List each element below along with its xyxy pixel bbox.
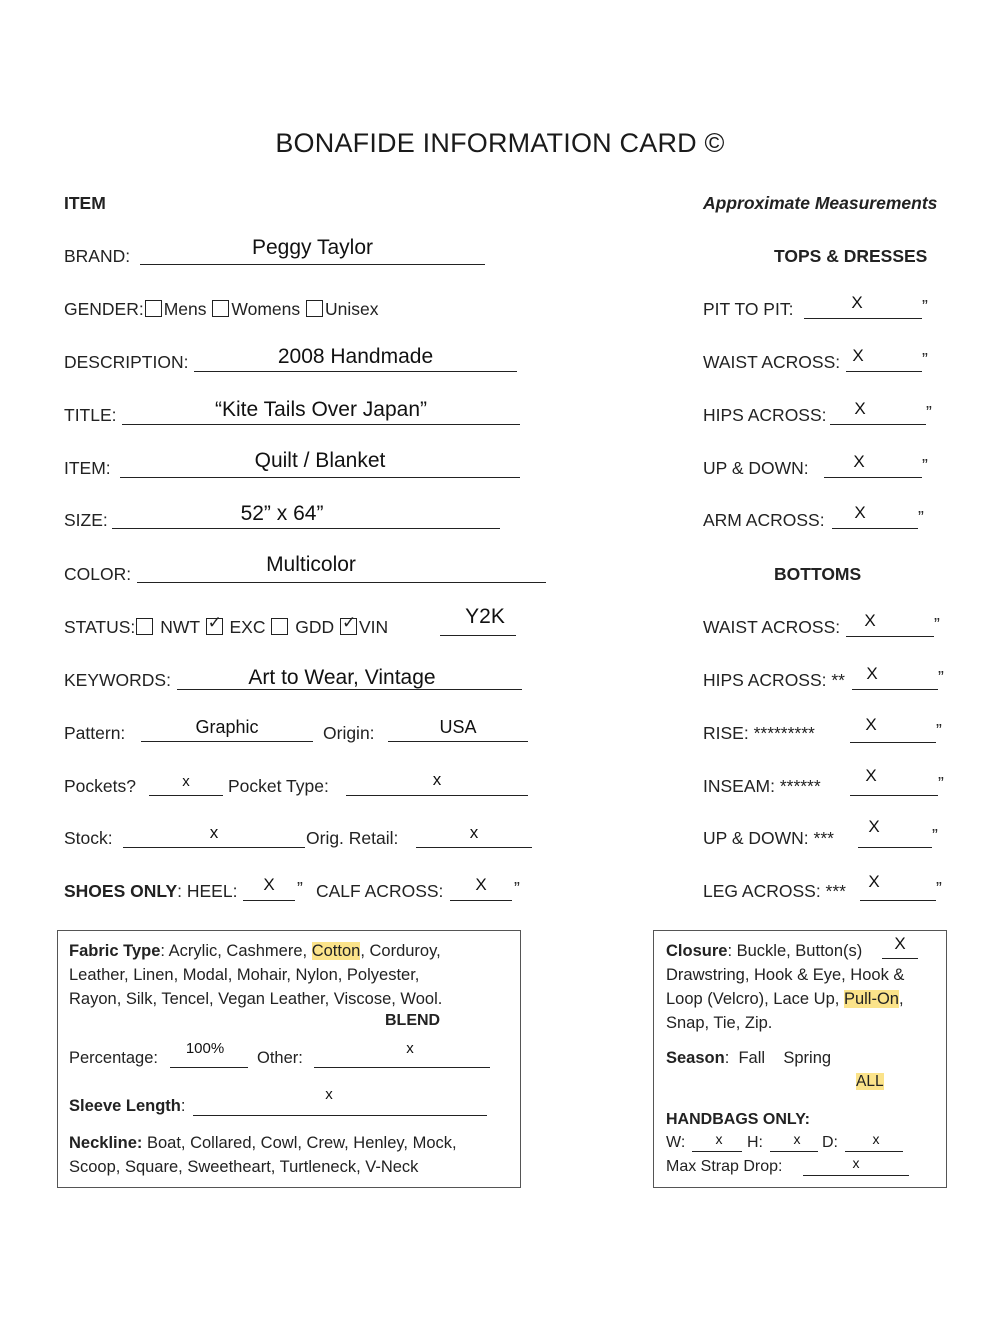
shoes-row xyxy=(64,881,237,902)
calf-inch: ” xyxy=(514,878,520,898)
fabric-type-text xyxy=(69,939,442,1011)
keywords-value[interactable]: Art to Wear, Vintage xyxy=(248,666,436,689)
tops-pit-inch: ” xyxy=(922,296,928,316)
gender-mens-label: Mens xyxy=(163,299,207,319)
status-row xyxy=(64,617,388,638)
calf-label: CALF ACROSS: xyxy=(316,881,444,901)
keywords-label: KEYWORDS: xyxy=(64,670,171,690)
bottoms-leg-inch: ” xyxy=(936,878,942,898)
tops-pit-value[interactable]: X xyxy=(851,293,863,312)
sleeve-length-label: Sleeve Length xyxy=(69,1097,181,1115)
status-vin-checkbox[interactable] xyxy=(340,618,357,635)
sleeve-row xyxy=(69,1097,185,1116)
pattern-label: Pattern: xyxy=(64,723,126,743)
closure-options-a: : Buckle, Button(s) xyxy=(727,942,863,960)
bottoms-rise-inch: ” xyxy=(936,720,942,740)
tops-arm-inch: ” xyxy=(918,507,924,527)
bottoms-updown-inch: ” xyxy=(932,825,938,845)
neckline-options-a: Boat, Collared, Cowl, Crew, Henley, Mock, xyxy=(142,1134,457,1152)
bottoms-leg-line xyxy=(860,900,936,901)
neckline-label: Neckline: xyxy=(69,1134,143,1152)
tops-updown-value[interactable]: X xyxy=(853,452,865,471)
closure-line-3 xyxy=(666,987,904,1011)
closure-value[interactable]: X xyxy=(894,934,906,953)
strap-drop-line xyxy=(803,1175,909,1176)
size-value[interactable]: 52” x 64” xyxy=(240,502,324,525)
tops-hips-value[interactable]: X xyxy=(854,399,866,418)
calf-line xyxy=(450,900,512,901)
handbag-w-value[interactable]: x xyxy=(715,1131,723,1147)
brand-label: BRAND: xyxy=(64,246,131,266)
pocket-type-label: Pocket Type: xyxy=(228,776,329,796)
bottoms-hips-value[interactable]: X xyxy=(866,664,878,683)
color-value[interactable]: Multicolor xyxy=(266,553,356,576)
bottoms-inseam-line xyxy=(850,795,938,796)
title-value[interactable]: “Kite Tails Over Japan” xyxy=(214,398,428,421)
pockets-line xyxy=(149,795,223,796)
bottoms-waist-inch: ” xyxy=(934,614,940,634)
status-line xyxy=(440,635,516,636)
size-label: SIZE: xyxy=(64,510,108,530)
season-all-highlight: ALL xyxy=(856,1073,884,1090)
bottoms-inseam-inch: ” xyxy=(938,773,944,793)
pocket-type-value[interactable]: x xyxy=(432,770,442,789)
brand-line xyxy=(140,264,485,265)
season-row xyxy=(666,1049,831,1068)
tops-hips-inch: ” xyxy=(926,402,932,422)
calf-value[interactable]: X xyxy=(475,875,487,894)
pocket-type-line xyxy=(346,795,528,796)
item-value[interactable]: Quilt / Blanket xyxy=(254,449,386,472)
bottoms-rise-line xyxy=(850,742,936,743)
fabric-options-b: , Corduroy, xyxy=(360,942,441,960)
sleeve-colon: : xyxy=(180,1097,186,1115)
color-line xyxy=(137,582,546,583)
bottoms-leg-value[interactable]: X xyxy=(868,872,880,891)
origin-line xyxy=(388,741,528,742)
bottoms-inseam-value[interactable]: X xyxy=(865,766,877,785)
stock-line xyxy=(123,847,305,848)
bottoms-hips-line xyxy=(852,689,938,690)
season-options: : Fall Spring xyxy=(724,1049,832,1067)
gender-womens-label: Womens xyxy=(231,299,301,319)
neckline-line-1 xyxy=(69,1131,457,1155)
fabric-line-3: Rayon, Silk, Tencel, Vegan Leather, Viscose, Wool. xyxy=(69,990,443,1008)
season-value[interactable] xyxy=(856,1073,884,1091)
tops-hips-line xyxy=(830,424,926,425)
handbag-h-value[interactable]: x xyxy=(793,1131,801,1147)
gender-unisex-label: Unisex xyxy=(325,299,379,319)
closure-line-4: Snap, Tie, Zip. xyxy=(666,1014,773,1032)
status-exc-checkbox[interactable] xyxy=(206,618,223,635)
strap-drop-value[interactable]: x xyxy=(852,1155,860,1171)
season-label: Season xyxy=(666,1049,725,1067)
item-label: ITEM: xyxy=(64,458,111,478)
gender-mens-checkbox[interactable] xyxy=(145,300,162,317)
gender-row xyxy=(64,299,379,320)
pockets-value[interactable]: x xyxy=(182,773,190,790)
heel-label: : HEEL: xyxy=(177,881,238,901)
handbag-h-line xyxy=(770,1151,818,1152)
bottoms-waist-label: WAIST ACROSS: xyxy=(703,617,841,637)
handbag-w-label: W: xyxy=(666,1134,686,1151)
origin-label: Origin: xyxy=(323,723,375,743)
fabric-line-2: Leather, Linen, Modal, Mohair, Nylon, Polyester, xyxy=(69,966,420,984)
closure-line-1 xyxy=(666,939,904,963)
handbag-d-label: D: xyxy=(822,1134,838,1151)
bottoms-updown-value[interactable]: X xyxy=(868,817,880,836)
handbags-label: HANDBAGS ONLY: xyxy=(666,1111,811,1128)
tops-pit-label: PIT TO PIT: xyxy=(703,299,794,319)
status-vin-label: VIN xyxy=(358,617,389,637)
other-value[interactable]: x xyxy=(406,1040,414,1057)
item-line xyxy=(120,477,520,478)
description-value[interactable]: 2008 Handmade xyxy=(277,345,434,368)
status-value[interactable]: Y2K xyxy=(465,605,505,628)
item-header: ITEM xyxy=(64,193,106,213)
bottoms-hips-inch: ” xyxy=(938,667,944,687)
tops-arm-value[interactable]: X xyxy=(854,503,866,522)
status-label: STATUS: xyxy=(64,617,136,637)
tops-arm-label: ARM ACROSS: xyxy=(703,510,825,530)
measurements-header: Approximate Measurements xyxy=(703,193,938,213)
tops-arm-line xyxy=(832,528,918,529)
fabric-cotton-highlight: Cotton xyxy=(311,942,361,960)
fabric-options-a: : Acrylic, Cashmere, xyxy=(160,942,312,960)
gender-unisex-checkbox[interactable] xyxy=(306,300,323,317)
bottoms-rise-label: RISE: ********* xyxy=(703,723,815,743)
heel-value[interactable]: X xyxy=(263,875,275,894)
tops-waist-line xyxy=(846,371,922,372)
card-title: BONAFIDE INFORMATION CARD © xyxy=(275,128,725,158)
orig-retail-line xyxy=(416,847,532,848)
bottoms-updown-line xyxy=(858,847,932,848)
origin-value[interactable]: USA xyxy=(439,717,477,737)
color-label: COLOR: xyxy=(64,564,132,584)
closure-text xyxy=(666,939,904,1035)
fabric-blend: BLEND xyxy=(385,1012,441,1029)
handbag-d-value[interactable]: x xyxy=(872,1131,880,1147)
other-line xyxy=(314,1067,490,1068)
orig-retail-label: Orig. Retail: xyxy=(306,828,399,848)
tops-header: TOPS & DRESSES xyxy=(774,246,928,266)
closure-line xyxy=(882,958,918,959)
description-label: DESCRIPTION: xyxy=(64,352,189,372)
tops-waist-label: WAIST ACROSS: xyxy=(703,352,841,372)
heel-line xyxy=(243,900,295,901)
heel-inch: ” xyxy=(297,878,303,898)
bottoms-inseam-label: INSEAM: ****** xyxy=(703,776,821,796)
tops-updown-label: UP & DOWN: xyxy=(703,458,809,478)
bottoms-waist-value[interactable]: X xyxy=(864,611,876,630)
bottoms-hips-label: HIPS ACROSS: ** xyxy=(703,670,845,690)
title-label: TITLE: xyxy=(64,405,117,425)
status-nwt-label: NWT xyxy=(160,617,200,637)
gender-label: GENDER: xyxy=(64,299,144,319)
shoes-only-label: SHOES ONLY xyxy=(64,881,178,901)
pockets-label: Pockets? xyxy=(64,776,136,796)
neckline-line-2: Scoop, Square, Sweetheart, Turtleneck, V-Neck xyxy=(69,1158,419,1176)
closure-label: Closure xyxy=(666,942,728,960)
status-gdd-checkbox[interactable] xyxy=(271,618,288,635)
pattern-value[interactable]: Graphic xyxy=(195,717,259,737)
closure-options-c: , xyxy=(898,990,904,1008)
tops-pit-line xyxy=(804,318,922,319)
stock-value[interactable]: x xyxy=(209,823,219,842)
tops-waist-inch: ” xyxy=(922,349,928,369)
pattern-line xyxy=(141,741,313,742)
bottoms-rise-value[interactable]: X xyxy=(865,715,877,734)
sleeve-line xyxy=(193,1115,487,1116)
gender-womens-checkbox[interactable] xyxy=(212,300,229,317)
status-gdd-label: GDD xyxy=(295,617,335,637)
bottoms-waist-line xyxy=(846,636,934,637)
status-nwt-checkbox[interactable] xyxy=(136,618,153,635)
size-line xyxy=(112,528,500,529)
bottoms-leg-label: LEG ACROSS: *** xyxy=(703,881,846,901)
percentage-line xyxy=(170,1067,248,1068)
description-line xyxy=(194,371,517,372)
handbag-h-label: H: xyxy=(747,1134,763,1151)
fabric-line-1 xyxy=(69,939,442,963)
brand-value[interactable]: Peggy Taylor xyxy=(251,236,374,259)
stock-label: Stock: xyxy=(64,828,113,848)
neckline-text xyxy=(69,1131,457,1179)
closure-options-b: Loop (Velcro), Lace Up, xyxy=(666,990,844,1008)
fabric-type-label: Fabric Type xyxy=(69,942,161,960)
closure-line-2: Drawstring, Hook & Eye, Hook & xyxy=(666,966,905,984)
closure-pullon-highlight: Pull-On xyxy=(843,990,899,1008)
tops-updown-line xyxy=(824,477,922,478)
orig-retail-value[interactable]: x xyxy=(469,823,479,842)
percentage-label: Percentage: xyxy=(69,1049,158,1067)
tops-updown-inch: ” xyxy=(922,455,928,475)
tops-hips-label: HIPS ACROSS: xyxy=(703,405,827,425)
bottoms-header: BOTTOMS xyxy=(774,564,862,584)
tops-waist-value[interactable]: X xyxy=(852,346,864,365)
sleeve-value[interactable]: x xyxy=(325,1086,333,1103)
strap-drop-label: Max Strap Drop: xyxy=(666,1158,783,1175)
percentage-value[interactable]: 100% xyxy=(185,1040,225,1057)
other-label: Other: xyxy=(257,1049,303,1067)
status-exc-label: EXC xyxy=(229,617,266,637)
handbag-w-line xyxy=(692,1151,742,1152)
title-line xyxy=(122,424,520,425)
handbag-d-line xyxy=(845,1151,903,1152)
bottoms-updown-label: UP & DOWN: *** xyxy=(703,828,834,848)
